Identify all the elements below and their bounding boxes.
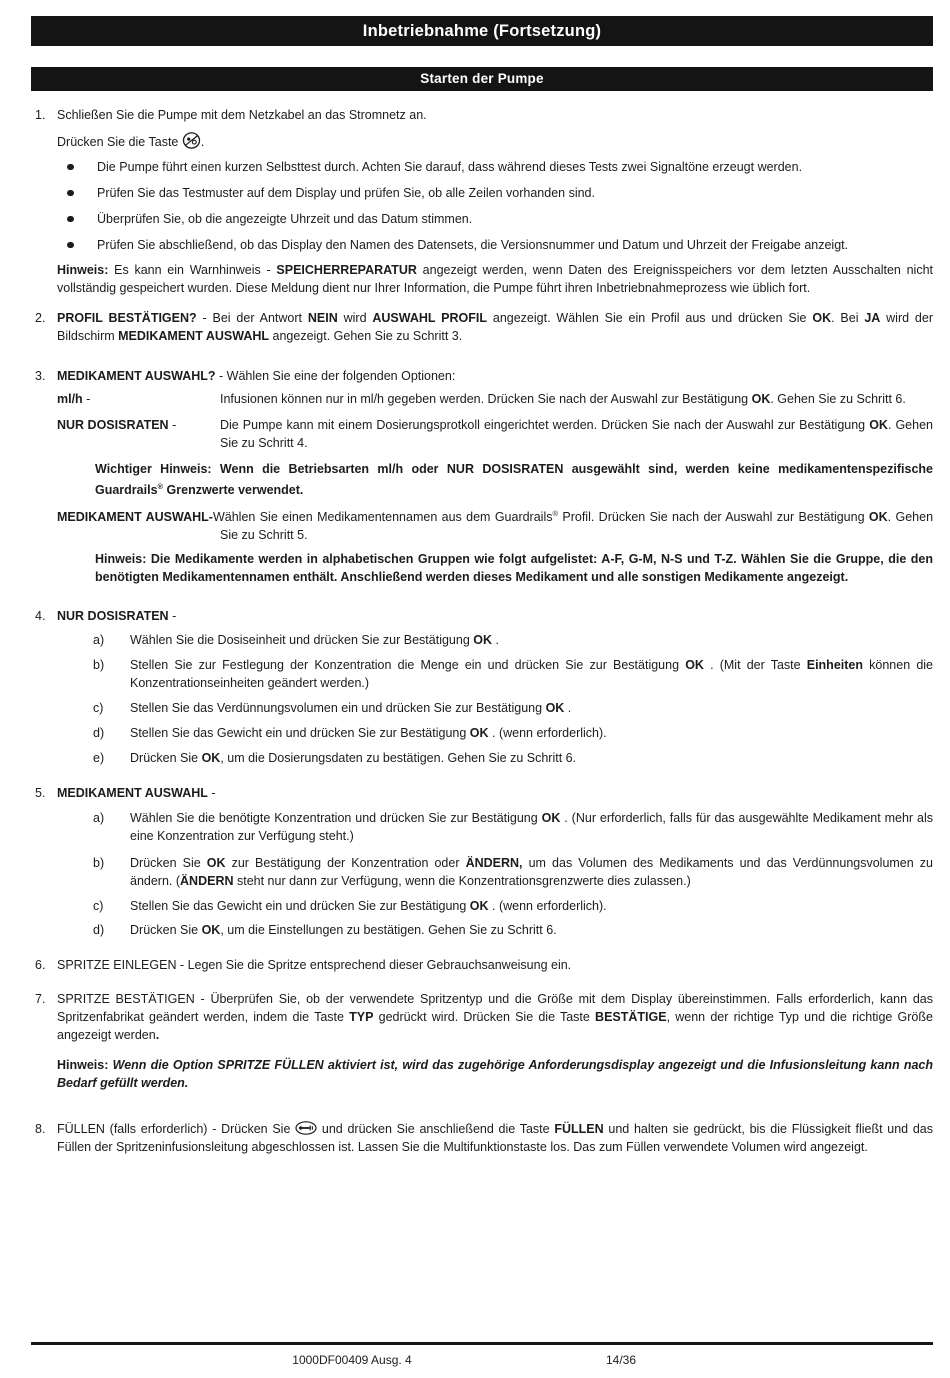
step-number: 7. <box>35 992 46 1007</box>
footer-doc-number: 1000DF00409 Ausg. 4 <box>292 1353 412 1367</box>
step-8-text-post: und drücken Sie anschließend die Taste FÜLLEN und halten sie gedrückt, bis die Flüssigkeit fließt und das Füllen der Spritzeninfusionsleitung abgeschlossen ist. Lassen Sie die Multifunktionstaste los. Das zum Füllen verwendete Volumen wird angezeigt. <box>57 1122 934 1155</box>
page-title-bar <box>31 16 933 46</box>
step-number: 8. <box>35 1122 46 1137</box>
step-4 <box>35 607 933 767</box>
page-title: Inbetriebnahme (Fortsetzung) <box>362 22 602 40</box>
substep-text: Drücken Sie OK, um die Einstellungen zu bestätigen. Gehen Sie zu Schritt 6. <box>130 923 557 938</box>
step-number: 5. <box>35 786 46 801</box>
multifunction-key-icon <box>295 1121 317 1135</box>
substep-text: Stellen Sie das Gewicht ein und drücken Sie zur Bestätigung OK . (wenn erforderlich). <box>130 899 607 914</box>
bullet-icon <box>67 190 74 197</box>
step-6-paragraph: SPRITZE EINLEGEN - Legen Sie die Spritze entsprechend dieser Gebrauchsanweisung ein. <box>57 958 572 973</box>
press-text: Drücken Sie die Taste <box>57 135 182 149</box>
substep-b <box>57 656 933 692</box>
step-2 <box>35 309 933 345</box>
step-2-paragraph: PROFIL BESTÄTIGEN? - Bei der Antwort NEIN wird AUSWAHL PROFIL angezeigt. Wählen Sie ein Profil aus und drücken Sie OK. Bei JA wird der Bildschirm MEDIKAMENT AUSWAHL angezeigt. Gehen Sie zu Schritt 3. <box>57 311 933 343</box>
bullet-text: Prüfen Sie abschließend, ob das Display den Namen des Datensets, die Versionsnummer und Datum und Uhrzeit der Freigabe anzeigt. <box>97 238 849 252</box>
option-mlh <box>57 390 933 408</box>
step-3-intro: MEDIKAMENT AUSWAHL? - Wählen Sie eine der folgenden Optionen: <box>57 369 456 383</box>
section-title: Starten der Pumpe <box>420 71 544 86</box>
substep-letter: a) <box>93 811 105 826</box>
power-button-icon <box>182 132 201 149</box>
step-1-paragraph: Schließen Sie die Pumpe mit dem Netzkabel an das Stromnetz an. <box>57 108 427 122</box>
step-6 <box>35 956 933 974</box>
step-5 <box>35 784 933 939</box>
substep-text: Stellen Sie das Verdünnungsvolumen ein und drücken Sie zur Bestätigung OK . <box>130 701 572 716</box>
substep-letter: c) <box>93 701 104 716</box>
step-number: 2. <box>35 311 46 325</box>
substep-a <box>57 631 933 649</box>
substep-text: Stellen Sie das Gewicht ein und drücken Sie zur Bestätigung OK . (wenn erforderlich). <box>130 726 607 741</box>
step-number: 3. <box>35 369 46 383</box>
substep-letter: b) <box>93 658 105 673</box>
substep-letter: d) <box>93 923 105 938</box>
step-number: 6. <box>35 958 46 973</box>
substep-d <box>57 724 933 742</box>
step-number: 4. <box>35 609 46 624</box>
step-1 <box>35 106 933 297</box>
substep-text: Stellen Sie zur Festlegung der Konzentration die Menge ein und drücken Sie zur Bestätigung OK . (Mit der Taste Einheiten können die Konzentrationseinheiten geändert werden.) <box>130 658 933 691</box>
option-term: NUR DOSISRATEN - <box>57 418 177 432</box>
substep-letter: a) <box>93 633 105 648</box>
important-note: Wichtiger Hinweis: Wenn die Betriebsarten ml/h oder NUR DOSISRATEN ausgewählt sind, werden keine medikamentenspezifische Guardrails® Grenzwerte verwendet. <box>95 462 933 498</box>
bullet-text: Prüfen Sie das Testmuster auf dem Display und prüfen Sie, ob alle Zeilen vorhanden sind. <box>97 186 595 200</box>
bullet-icon <box>67 216 74 223</box>
option-description: Die Pumpe kann mit einem Dosierungsprotkoll eingerichtet werden. Drücken Sie nach der Auswahl zur Bestätigung OK. Gehen Sie zu Schritt 4. <box>220 418 933 450</box>
substep-c <box>57 897 933 915</box>
substep-text: Drücken Sie OK zur Bestätigung der Konzentration oder ÄNDERN, um das Volumen des Medikaments und das Verdünnungsvolumen zu ändern. (ÄNDERN steht nur dann zur Verfügung, wenn die Konzentrationsgrenzwerte dies zulassen.) <box>130 856 933 889</box>
option-nur-dosisraten <box>57 416 933 452</box>
section-title-bar <box>31 67 933 91</box>
substep-a <box>57 809 933 845</box>
option-term: ml/h - <box>57 392 91 406</box>
option-medikament-auswahl: MEDIKAMENT AUSWAHL-Wählen Sie einen Medikamentennamen aus dem Guardrails® Profil. Drücken Sie nach der Auswahl zur Bestätigung OK. Gehen Sie zu Schritt 5. <box>57 509 934 543</box>
substep-letter: e) <box>93 751 105 766</box>
bullet-icon <box>67 242 74 249</box>
step-4-title: NUR DOSISRATEN - <box>57 609 177 624</box>
substep-letter: c) <box>93 899 104 914</box>
note-memory-repair: Hinweis: Es kann ein Warnhinweis - SPEICHERREPARATUR angezeigt werden, wenn Daten des Ereignisspeichers vor dem letzten Ausschalten nicht vollständig gespeichert wurden. Diese Meldung dient nur Ihrer Information, die Pumpe führt ihren Inbetriebnahmeprozess wie üblich fort. <box>57 263 933 295</box>
note-drug-groups: Hinweis: Die Medikamente werden in alphabetischen Gruppen wie folgt aufgelistet: A-F, G-M, N-S und T-Z. Wählen Sie die Gruppe, die den benötigten Medikamentennamen enthält. Anschließend werden dieses Medikament und alle sonstigen Medikamente angezeigt. <box>95 552 933 585</box>
substep-text: Drücken Sie OK, um die Dosierungsdaten zu bestätigen. Gehen Sie zu Schritt 6. <box>130 751 577 766</box>
step-7 <box>35 990 933 1092</box>
substep-letter: d) <box>93 726 105 741</box>
list-item <box>57 158 933 176</box>
list-item <box>57 184 933 202</box>
bullet-text: Überprüfen Sie, ob die angezeigte Uhrzeit und das Datum stimmen. <box>97 212 473 226</box>
list-item <box>57 236 933 254</box>
bullet-icon <box>67 164 74 171</box>
option-description: Infusionen können nur in ml/h gegeben werden. Drücken Sie nach der Auswahl zur Bestätigung OK. Gehen Sie zu Schritt 6. <box>220 392 906 406</box>
step-3 <box>35 367 933 586</box>
note-syringe-fill: Hinweis: Wenn die Option SPRITZE FÜLLEN aktiviert ist, wird das zugehörige Anforderungsdisplay angezeigt und die Infusionsleitung kann nach Bedarf gefüllt werden. <box>57 1058 934 1091</box>
page-content <box>35 106 933 1156</box>
substep-e <box>57 749 933 767</box>
step-5-title: MEDIKAMENT AUSWAHL - <box>57 786 216 801</box>
step-8 <box>35 1120 933 1156</box>
footer-page-number: 14/36 <box>605 1353 637 1367</box>
list-item <box>57 210 933 228</box>
substep-text: Wählen Sie die benötigte Konzentration und drücken Sie zur Bestätigung OK . (Nur erforderlich, falls für das ausgewählte Medikament mehr als eine Konzentration zur Verfügung steht.) <box>130 811 933 844</box>
press-text-suffix: . <box>200 135 205 149</box>
substep-c <box>57 699 933 717</box>
bullet-text: Die Pumpe führt einen kurzen Selbsttest durch. Achten Sie darauf, dass während dieses Tests zwei Signaltöne erzeugt werden. <box>97 160 803 174</box>
substep-d <box>57 921 933 939</box>
step-8-text-pre: FÜLLEN (falls erforderlich) - Drücken Sie <box>57 1122 296 1137</box>
step-8-paragraph <box>57 1120 933 1156</box>
substep-letter: b) <box>93 856 105 871</box>
step-number: 1. <box>35 108 46 122</box>
substep-b <box>57 854 933 890</box>
step-7-paragraph: SPRITZE BESTÄTIGEN - Überprüfen Sie, ob der verwendete Spritzentyp und die Größe mit dem Display übereinstimmen. Falls erforderlich, kann das Spritzenfabrikat geändert werden, indem die Taste TYP gedrückt wird. Drücken Sie die Taste BESTÄTIGE, wenn der richtige Typ und die richtige Größe angezeigt werden. <box>57 992 933 1043</box>
step-1-press-line <box>57 132 933 152</box>
substep-text: Wählen Sie die Dosiseinheit und drücken Sie zur Bestätigung OK . <box>130 633 499 648</box>
footer-rule <box>31 1342 933 1345</box>
